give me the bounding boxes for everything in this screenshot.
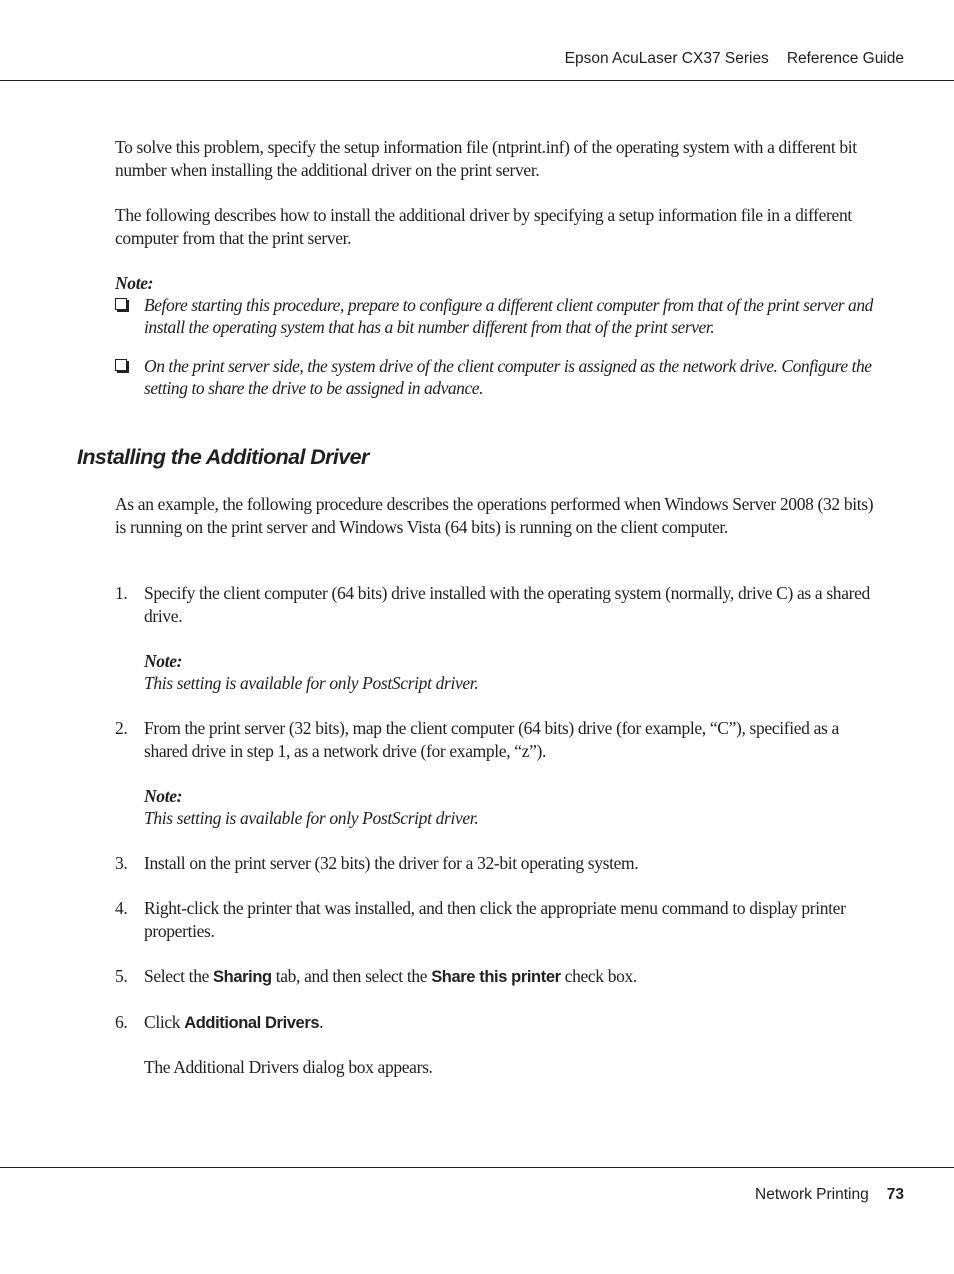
step-text: Specify the client computer (64 bits) drive installed with the operating system (normally, drive C) as a shared drive. [144, 583, 870, 626]
running-footer [755, 1186, 904, 1204]
step-number: 3. [115, 853, 128, 873]
step-4 [115, 897, 885, 942]
step-text-part: tab, and then select the [271, 966, 432, 986]
step-number: 1. [115, 583, 128, 603]
intro-paragraph-2: The following describes how to install the additional driver by specifying a setup information file in a different computer from that the print server. [115, 205, 852, 248]
footer-rule [0, 1167, 954, 1168]
note-bullet-text: Before starting this procedure, prepare to configure a different client computer from that of the print server and install the operating system that has a bit number different from that of the print server. [144, 295, 873, 337]
section-heading: Installing the Additional Driver [77, 445, 369, 469]
step-text [144, 965, 885, 989]
footer-section: Network Printing [755, 1186, 869, 1203]
step-2-note-text: This setting is available for only PostScript driver. [144, 808, 479, 828]
step-number: 6. [115, 1012, 128, 1032]
step-text: Install on the print server (32 bits) the driver for a 32-bit operating system. [144, 853, 639, 873]
intro-paragraph-1: To solve this problem, specify the setup information file (ntprint.inf) of the operating system with a different bit number when installing the additional driver on the print server. [115, 137, 857, 180]
step-text-part: Click [144, 1012, 185, 1032]
checkbox-bullet-icon [115, 298, 127, 310]
step-6 [115, 1011, 885, 1035]
step-1 [115, 582, 885, 627]
section-intro: As an example, the following procedure describes the operations performed when Windows Server 2008 (32 bits) is running on the print server and Windows Vista (64 bits) is running on the client computer. [115, 494, 874, 537]
note-bullet-1 [115, 294, 885, 338]
step-text [144, 1011, 885, 1035]
step-1-note-text: This setting is available for only PostScript driver. [144, 673, 479, 693]
page-number: 73 [886, 1186, 904, 1203]
step-number: 5. [115, 966, 128, 986]
step-number: 2. [115, 718, 128, 738]
header-product: Epson AcuLaser CX37 Series [564, 50, 769, 67]
step-text-part: Select the [144, 966, 214, 986]
note-bullet-2 [115, 355, 885, 399]
note-label: Note: [115, 273, 154, 293]
step-5 [115, 965, 885, 989]
header-rule [0, 80, 954, 81]
step-1-note-label: Note: [144, 651, 183, 671]
header-guide: Reference Guide [786, 50, 904, 67]
step-text-part: check box. [560, 966, 637, 986]
step-2 [115, 717, 885, 762]
step-text-part: . [319, 1012, 324, 1032]
ui-term-additional-drivers: Additional Drivers [184, 1014, 320, 1032]
step-number: 4. [115, 898, 128, 918]
step-6-result: The Additional Drivers dialog box appears. [144, 1057, 433, 1077]
step-3 [115, 852, 885, 875]
step-text: From the print server (32 bits), map the client computer (64 bits) drive (for example, “C”), specified as a shared drive in step 1, as a network drive (for example, “z”). [144, 718, 839, 761]
running-header [565, 50, 904, 68]
ui-term-share-this-printer: Share this printer [431, 968, 561, 986]
ui-term-sharing-tab: Sharing [213, 968, 272, 986]
step-2-note-label: Note: [144, 786, 183, 806]
checkbox-bullet-icon [115, 359, 127, 371]
note-bullet-text: On the print server side, the system drive of the client computer is assigned as the network drive. Configure the setting to share the drive to be assigned in advance. [144, 356, 872, 398]
step-text: Right-click the printer that was installed, and then click the appropriate menu command to display printer properties. [144, 898, 846, 941]
